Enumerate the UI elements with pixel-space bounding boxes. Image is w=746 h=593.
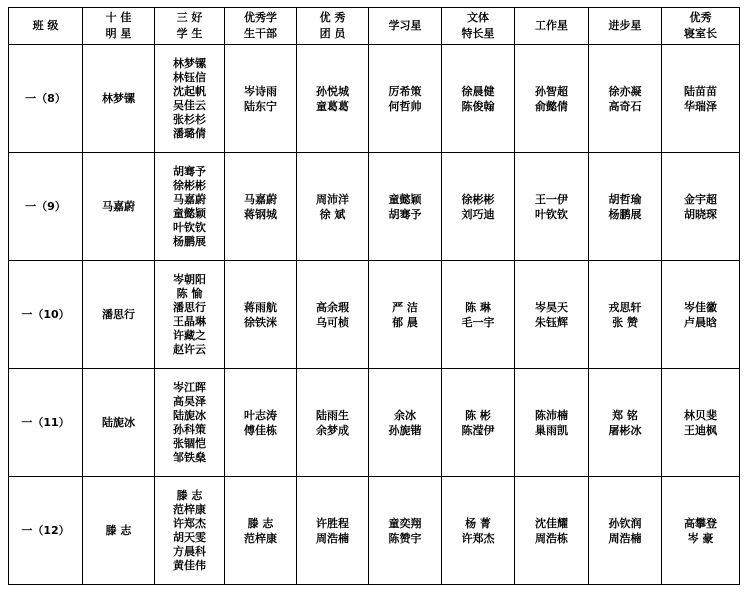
work-cell — [515, 153, 589, 261]
top-star-cell: 林梦镙 — [83, 45, 155, 153]
class-cell: 一（11） — [9, 369, 83, 477]
student-name: 胡天雯 — [173, 530, 206, 544]
student-name: 高奇石 — [608, 99, 642, 113]
student-name: 岑江晖 — [173, 380, 206, 394]
student-name: 朱钰辉 — [535, 315, 568, 329]
header-text: 优秀学 — [244, 11, 277, 24]
league-cell — [297, 261, 369, 369]
table-row — [9, 153, 740, 261]
student-name: 胡哲瑜 — [608, 192, 642, 206]
student-name: 范梓康 — [244, 531, 277, 545]
header-work — [515, 8, 589, 45]
arts-cell — [442, 261, 515, 369]
student-name: 陈沛楠 — [535, 408, 568, 422]
header-top-star — [83, 8, 155, 45]
student-name: 沈佳耀 — [535, 516, 568, 530]
arts-cell — [442, 477, 515, 585]
header-row — [9, 8, 740, 45]
header-study — [369, 8, 442, 45]
student-name: 陈 彬 — [465, 408, 491, 422]
header-text: 文体 — [467, 11, 489, 24]
student-name: 厉希策 — [388, 84, 422, 98]
arts-cell — [442, 153, 515, 261]
student-name: 周浩楠 — [316, 531, 349, 545]
header-dorm — [662, 8, 740, 45]
student-name: 沈起帆 — [173, 84, 206, 98]
student-name: 金宇超 — [684, 192, 717, 206]
table-row — [9, 369, 740, 477]
student-name: 刘巧迪 — [461, 207, 495, 221]
cadre-cell — [225, 153, 297, 261]
student-name: 张 赞 — [612, 315, 638, 329]
student-name: 方晨科 — [173, 544, 206, 558]
student-name: 孙旎锴 — [388, 423, 422, 437]
header-cadre — [225, 8, 297, 45]
student-name: 周沛洋 — [316, 192, 349, 206]
student-name: 王迪枫 — [684, 423, 717, 437]
student-name: 张杉杉 — [173, 112, 206, 126]
student-name: 童懿颖 — [173, 206, 206, 220]
progress-cell — [589, 153, 662, 261]
header-text: 寝室长 — [684, 27, 717, 40]
student-name: 徐晨健 — [461, 84, 495, 98]
student-name: 郑 铭 — [612, 408, 638, 422]
student-name: 林贝斐 — [684, 408, 717, 422]
student-name: 陈滢伊 — [461, 423, 495, 437]
progress-cell — [589, 45, 662, 153]
student-name: 陆旎冰 — [173, 408, 206, 422]
header-class — [9, 8, 83, 45]
league-cell — [297, 153, 369, 261]
table-row — [9, 477, 740, 585]
student-name: 杨鹏展 — [173, 234, 206, 248]
student-name: 徐彬彬 — [461, 192, 495, 206]
student-name: 陈俊翰 — [461, 99, 495, 113]
student-name: 余梦成 — [316, 423, 349, 437]
header-league — [297, 8, 369, 45]
student-name: 高攀登 — [684, 516, 717, 530]
header-text: 三 好 — [176, 11, 203, 24]
student-name: 蒋雨航 — [244, 300, 277, 314]
cadre-cell — [225, 369, 297, 477]
student-name: 马嘉蔚 — [244, 192, 277, 206]
student-name: 陆东宁 — [244, 99, 277, 113]
student-name: 余冰 — [394, 408, 416, 422]
student-name: 乌可桢 — [316, 315, 349, 329]
student-name: 岑诗雨 — [244, 84, 277, 98]
student-name: 岑昊天 — [535, 300, 568, 314]
dorm-cell — [662, 369, 740, 477]
top-star-cell: 潘思行 — [83, 261, 155, 369]
dorm-cell — [662, 261, 740, 369]
header-arts — [442, 8, 515, 45]
student-name: 潘璐倩 — [173, 126, 206, 140]
table-row — [9, 45, 740, 153]
student-name: 陈赞宇 — [388, 531, 422, 545]
header-text: 进步星 — [608, 19, 642, 32]
class-cell: 一（12） — [9, 477, 83, 585]
progress-cell — [589, 369, 662, 477]
sanhao-cell — [155, 369, 225, 477]
class-cell: 一（9） — [9, 153, 83, 261]
arts-cell — [442, 369, 515, 477]
table-body — [9, 8, 740, 585]
student-name: 王一伊 — [535, 192, 568, 206]
cadre-cell — [225, 261, 297, 369]
top-star-cell: 马嘉蔚 — [83, 153, 155, 261]
sanhao-cell — [155, 261, 225, 369]
student-name: 杨 菁 — [465, 516, 491, 530]
student-name: 许郑杰 — [461, 531, 495, 545]
dorm-cell — [662, 153, 740, 261]
student-name: 蒋钢城 — [244, 207, 277, 221]
arts-cell — [442, 45, 515, 153]
student-name: 陈 愉 — [176, 286, 203, 300]
student-name: 张锢恺 — [173, 436, 206, 450]
top-star-cell: 滕 志 — [83, 477, 155, 585]
student-name: 孙智超 — [535, 84, 568, 98]
study-cell — [369, 153, 442, 261]
student-name: 陈 琳 — [465, 300, 491, 314]
student-name: 华瑞泽 — [684, 99, 717, 113]
dorm-cell — [662, 45, 740, 153]
student-name: 徐 斌 — [319, 207, 346, 221]
header-text: 优秀 — [689, 11, 712, 24]
cadre-cell — [225, 45, 297, 153]
student-name: 何哲帅 — [388, 99, 422, 113]
student-name: 吴佳云 — [173, 98, 206, 112]
work-cell — [515, 45, 589, 153]
student-name: 杨鹏展 — [608, 207, 642, 221]
student-name: 巢雨凯 — [535, 423, 568, 437]
top-star-cell: 陆旎冰 — [83, 369, 155, 477]
header-text: 班 级 — [32, 19, 59, 32]
student-name: 岑朝阳 — [173, 272, 206, 286]
student-name: 童懿颖 — [388, 192, 422, 206]
header-text: 明 星 — [105, 27, 132, 40]
sanhao-cell — [155, 45, 225, 153]
student-name: 俞懿倩 — [535, 99, 568, 113]
student-name: 童葛葛 — [316, 99, 349, 113]
student-name: 范梓康 — [173, 502, 206, 516]
student-name: 滕 志 — [247, 516, 274, 530]
student-name: 卢晨晗 — [684, 315, 717, 329]
cadre-cell — [225, 477, 297, 585]
class-cell: 一（8） — [9, 45, 83, 153]
student-name: 滕 志 — [176, 488, 203, 502]
student-name: 林梦镙 — [173, 56, 206, 70]
student-name: 许胜程 — [316, 516, 349, 530]
student-name: 黄佳伟 — [173, 558, 206, 572]
student-name: 徐铁洣 — [244, 315, 277, 329]
student-name: 潘思行 — [173, 300, 206, 314]
student-name: 周浩楠 — [608, 531, 642, 545]
student-name: 陆雨生 — [316, 408, 349, 422]
student-name: 许郑杰 — [173, 516, 206, 530]
student-name: 邹铁燊 — [173, 450, 206, 464]
student-name: 高昊泽 — [173, 394, 206, 408]
work-cell — [515, 369, 589, 477]
student-name: 高余瑕 — [316, 300, 349, 314]
student-name: 徐亦凝 — [608, 84, 642, 98]
dorm-cell — [662, 477, 740, 585]
work-cell — [515, 261, 589, 369]
student-name: 林钰信 — [173, 70, 206, 84]
student-name: 胡骞予 — [173, 164, 206, 178]
student-name: 赵许云 — [173, 342, 206, 356]
table-row — [9, 261, 740, 369]
student-name: 严 洁 — [392, 300, 418, 314]
student-name: 郁 晨 — [392, 315, 418, 329]
student-name: 毛一宇 — [461, 315, 495, 329]
student-name: 陆苗苗 — [684, 84, 717, 98]
student-name: 岑 豪 — [687, 531, 714, 545]
student-name: 王晶琳 — [173, 314, 206, 328]
header-text: 学习星 — [388, 19, 422, 32]
student-name: 许藏之 — [173, 328, 206, 342]
league-cell — [297, 45, 369, 153]
student-name: 徐彬彬 — [173, 178, 206, 192]
study-cell — [369, 369, 442, 477]
student-name: 马嘉蔚 — [173, 192, 206, 206]
student-name: 童奕翔 — [388, 516, 422, 530]
student-name: 孙钦润 — [608, 516, 642, 530]
league-cell — [297, 477, 369, 585]
progress-cell — [589, 261, 662, 369]
study-cell — [369, 477, 442, 585]
header-sanhao — [155, 8, 225, 45]
student-name: 周浩栋 — [535, 531, 568, 545]
student-name: 孙悦城 — [316, 84, 349, 98]
header-progress — [589, 8, 662, 45]
header-text: 学 生 — [176, 27, 203, 40]
header-text: 十 佳 — [105, 11, 132, 24]
league-cell — [297, 369, 369, 477]
student-name: 戎思轩 — [608, 300, 642, 314]
header-text: 团 员 — [319, 27, 346, 40]
header-text: 工作星 — [535, 19, 568, 32]
honor-roll-table — [8, 7, 740, 585]
student-name: 孙科策 — [173, 422, 206, 436]
student-name: 岑佳徽 — [684, 300, 717, 314]
header-text: 优 秀 — [319, 11, 346, 24]
sanhao-cell — [155, 477, 225, 585]
progress-cell — [589, 477, 662, 585]
student-name: 叶钦钦 — [173, 220, 206, 234]
work-cell — [515, 477, 589, 585]
student-name: 胡骞予 — [388, 207, 422, 221]
header-text: 生干部 — [244, 27, 277, 40]
class-cell: 一（10） — [9, 261, 83, 369]
student-name: 傅佳栋 — [244, 423, 277, 437]
student-name: 叶钦钦 — [535, 207, 568, 221]
sanhao-cell — [155, 153, 225, 261]
student-name: 胡晓琛 — [684, 207, 717, 221]
student-name: 叶志涛 — [244, 408, 277, 422]
study-cell — [369, 261, 442, 369]
header-text: 特长星 — [461, 27, 495, 40]
study-cell — [369, 45, 442, 153]
student-name: 屠彬冰 — [608, 423, 642, 437]
